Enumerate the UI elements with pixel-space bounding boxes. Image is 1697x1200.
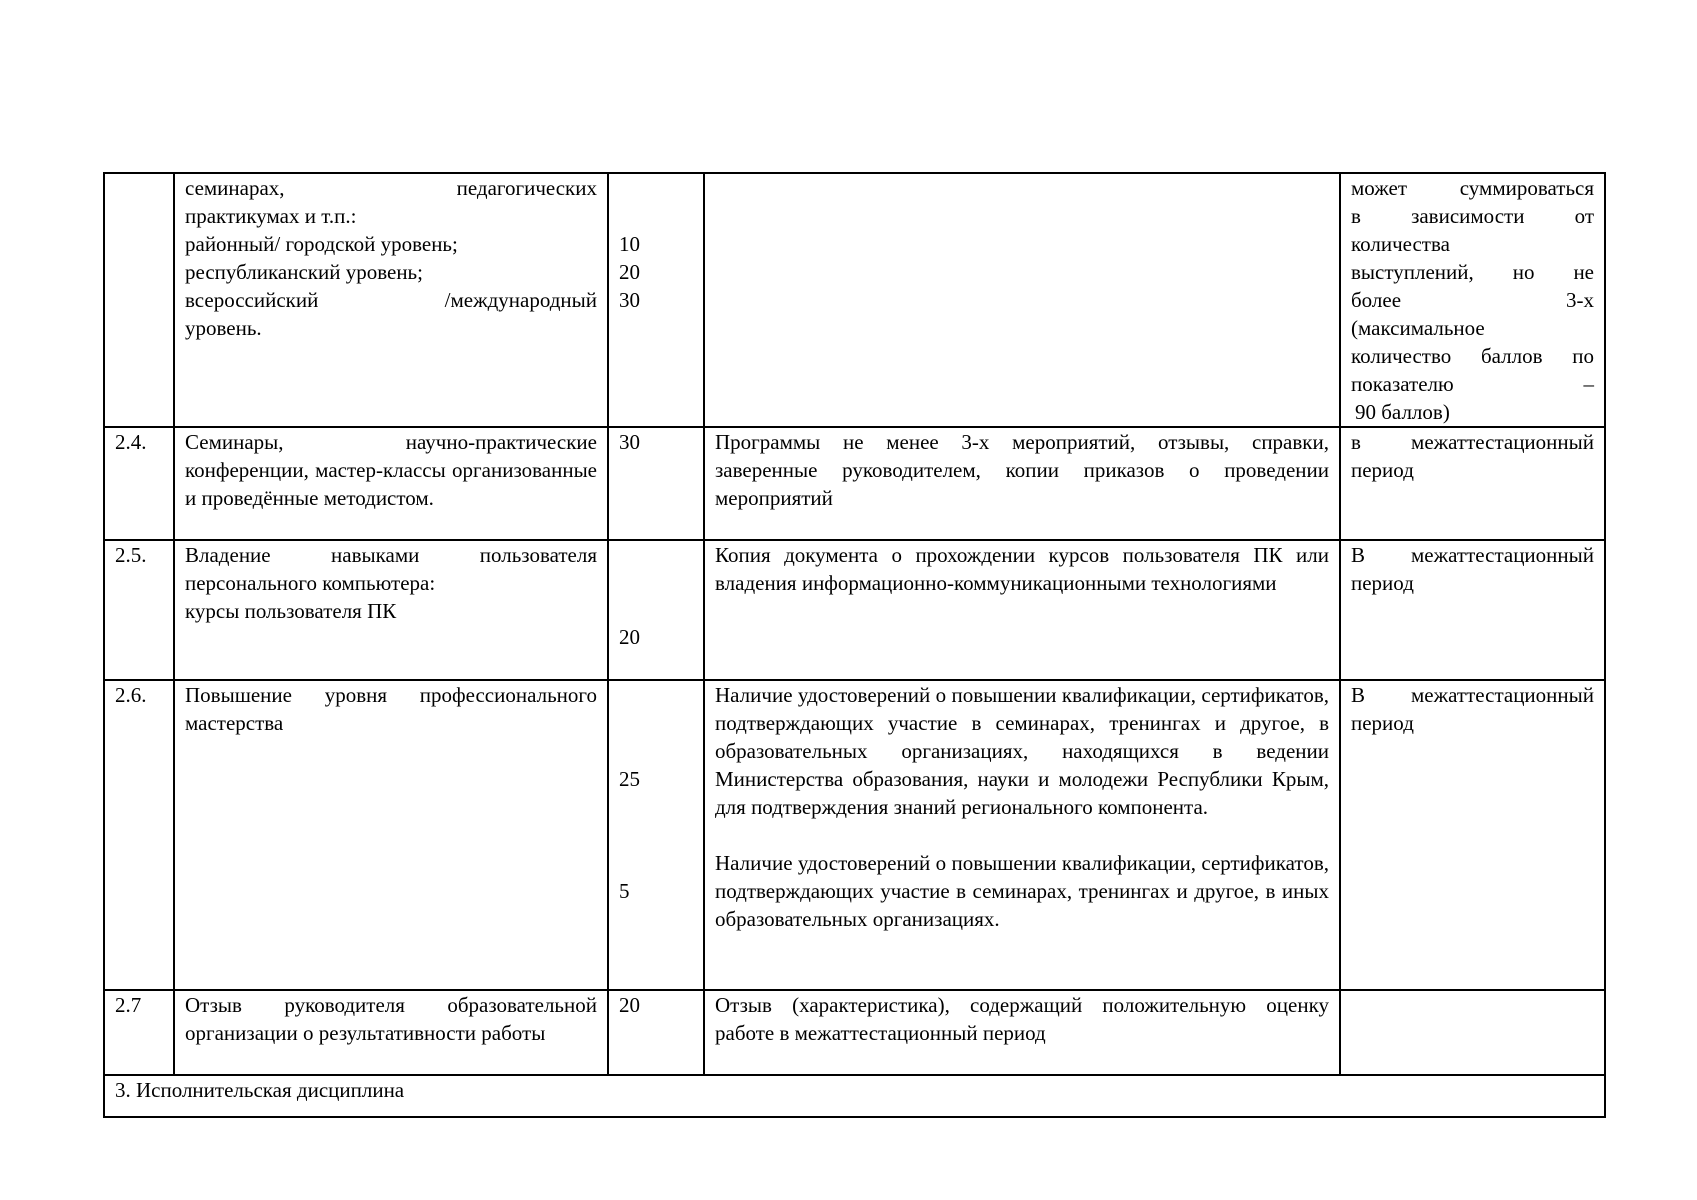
note-cell [1340, 990, 1605, 1075]
indicator-cell: Владение навыками пользователя персонального компьютера: курсы пользователя ПК [174, 540, 608, 680]
indicator-cell: семинарах, педагогических практикумах и т.п.: районный/ городской уровень; республиканский уровень; всероссийский /международный уровень. [174, 173, 608, 427]
table-row [104, 540, 1605, 680]
row-number-cell [104, 173, 174, 427]
row-number-cell: 2.6. [104, 680, 174, 990]
table-row [104, 173, 1605, 427]
documents-cell: Отзыв (характеристика), содержащий положительную оценку работе в межаттестационный период [704, 990, 1340, 1075]
points-cell: 25 5 [608, 680, 704, 990]
note-cell: В межаттестационный период [1340, 680, 1605, 990]
table-row [104, 1075, 1605, 1117]
row-number-cell: 2.4. [104, 427, 174, 540]
note-cell: может суммироваться в зависимости от количества выступлений, но не более 3-х (максимальное количество баллов по показателю – 90 баллов) [1340, 173, 1605, 427]
table-row [104, 990, 1605, 1075]
points-cell: 20 [608, 990, 704, 1075]
row-number-cell: 2.5. [104, 540, 174, 680]
documents-cell: Копия документа о прохождении курсов пользователя ПК или владения информационно-коммуникационными технологиями [704, 540, 1340, 680]
indicator-cell: Отзыв руководителя образовательной организации о результативности работы [174, 990, 608, 1075]
table-row [104, 680, 1605, 990]
section-heading: 3. Исполнительская дисциплина [104, 1075, 1605, 1117]
note-cell: в межаттестационный период [1340, 427, 1605, 540]
table-row [104, 427, 1605, 540]
row-number-cell: 2.7 [104, 990, 174, 1075]
documents-cell: Программы не менее 3-х мероприятий, отзывы, справки, заверенные руководителем, копии приказов о проведении мероприятий [704, 427, 1340, 540]
points-cell: 30 [608, 427, 704, 540]
points-cell: 20 [608, 540, 704, 680]
indicator-cell: Повышение уровня профессионального мастерства [174, 680, 608, 990]
note-cell: В межаттестационный период [1340, 540, 1605, 680]
documents-cell: Наличие удостоверений о повышении квалификации, сертификатов, подтверждающих участие в семинарах, тренингах и другое, в образовательных организациях, находящихся в ведении Министерства образования, науки и молодежи Республики Крым, для подтверждения знаний регионального компонента. Наличие удостоверений о повышении квалификации, сертификатов, подтверждающих участие в семинарах, тренингах и другое, в иных образовательных организациях. [704, 680, 1340, 990]
points-cell: 10 20 30 [608, 173, 704, 427]
documents-cell [704, 173, 1340, 427]
indicator-cell: Семинары, научно-практические конференции, мастер-классы организованные и проведённые методистом. [174, 427, 608, 540]
criteria-table [103, 172, 1606, 1118]
